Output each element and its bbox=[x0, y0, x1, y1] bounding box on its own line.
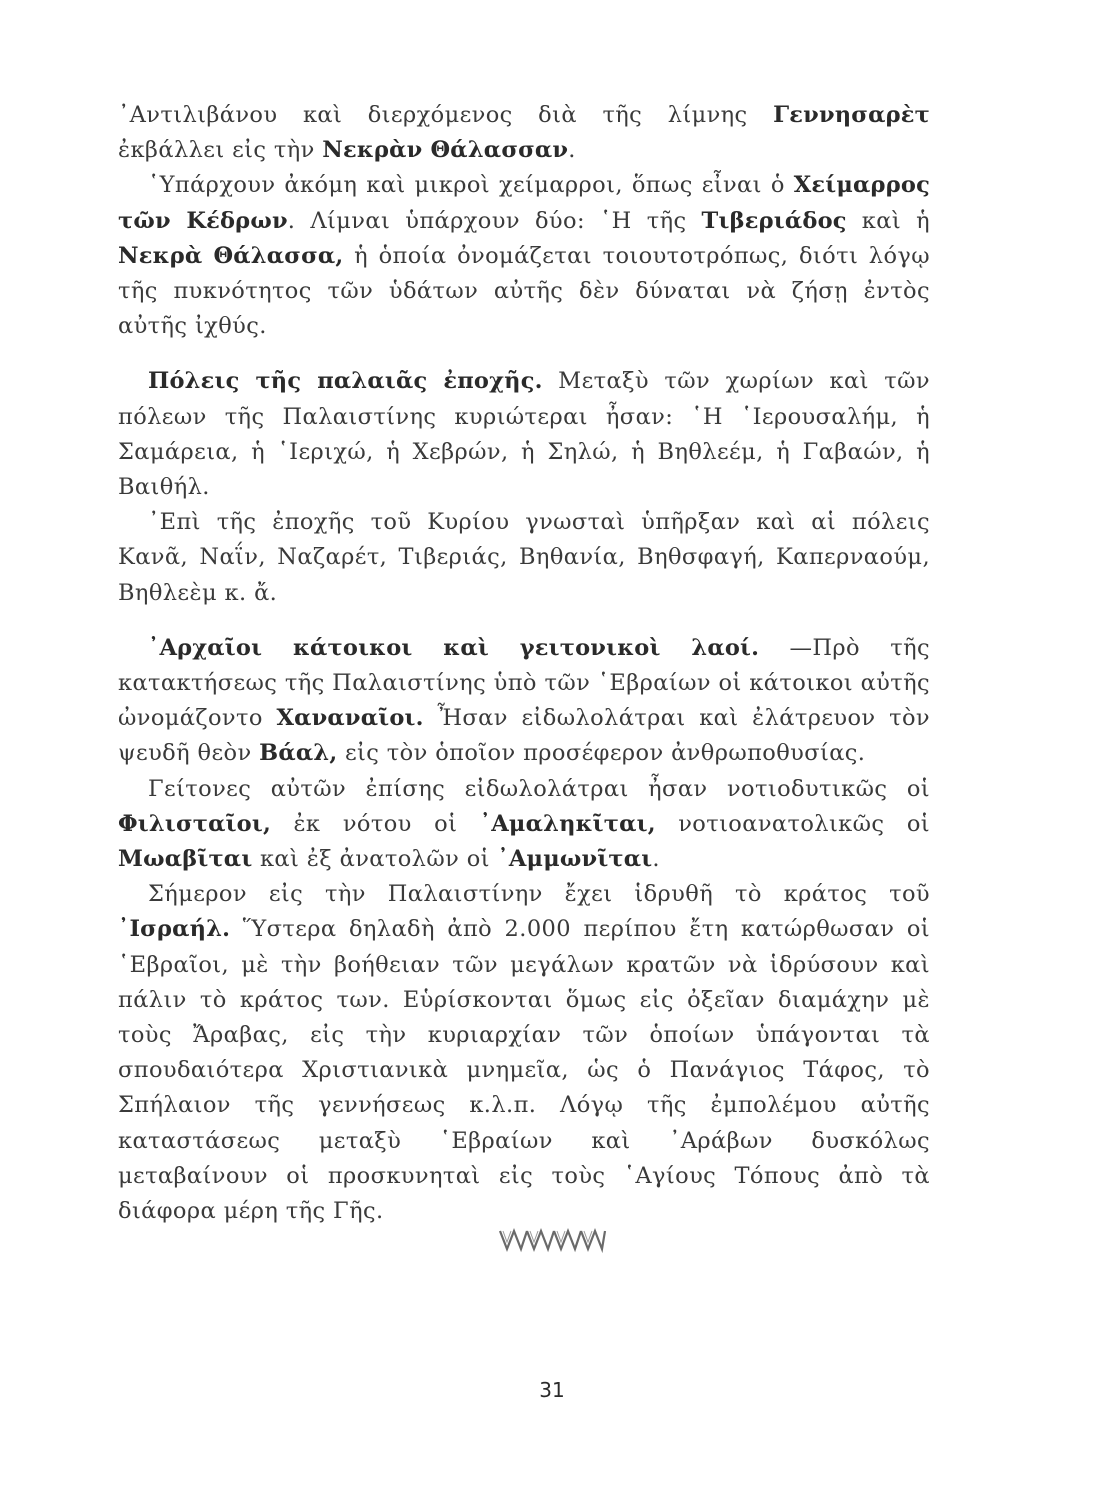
paragraph-1: ᾿Αντιλιβάνου καὶ διερχόμενος διὰ τῆς λίμνης Γεννησαρὲτ ἐκβάλλει εἰς τὴν Νεκρὰν Θάλασσαν. bbox=[118, 102, 930, 164]
paragraph-2: ῾Υπάρχουν ἀκόμη καὶ μικροὶ χείμαρροι, ὅπως εἶναι ὁ Χείμαρρος τῶν Κέδρων. Λίμναι ὑπάρχουν δύο: ῾Η τῆς Τιβεριάδος καὶ ἡ Νεκρὰ Θάλασσα, ἡ ὁποία ὀνομάζεται τοιουτοτρόπως, διότι λόγῳ τῆς πυκνότητος τῶν ὑδάτων αὐτῆς δὲν δύναται νὰ ζήσῃ ἐντὸς αὐτῆς ἰχθύς. bbox=[118, 172, 930, 340]
page-number: 31 bbox=[539, 1378, 565, 1402]
section-heading-cities: Πόλεις τῆς παλαιᾶς ἐποχῆς. bbox=[148, 368, 543, 395]
section-heading-peoples: ᾿Αρχαῖοι κάτοικοι καὶ γειτονικοὶ λαοί. bbox=[148, 634, 760, 661]
ornament-divider bbox=[0, 1222, 1104, 1262]
paragraph-6: Γείτονες αὐτῶν ἐπίσης εἰδωλολάτραι ἦσαν νοτιοδυτικῶς οἱ Φιλισταῖοι, ἐκ νότου οἱ ᾿Αμαληκῖται, νοτιοανατολικῶς οἱ Μωαβῖται καὶ ἐξ ἀνατολῶν οἱ ᾿Αμμωνῖται. bbox=[118, 775, 930, 873]
page-body bbox=[118, 98, 930, 1229]
paragraph-4: ᾿Επὶ τῆς ἐποχῆς τοῦ Κυρίου γνωσταὶ ὑπῆρξαν καὶ αἱ πόλεις Κανᾶ, Ναΐν, Ναζαρέτ, Τιβεριάς, Βηθανία, Βηθσφαγή, Καπερναούμ, Βηθλεὲμ κ. ἄ. bbox=[118, 509, 930, 606]
paragraph-cities: Πόλεις τῆς παλαιᾶς ἐποχῆς. Μεταξὺ τῶν χωρίων καὶ τῶν πόλεων τῆς Παλαιστίνης κυριώτεραι ἦσαν: ῾Η ῾Ιερουσαλήμ, ἡ Σαμάρεια, ἡ ῾Ιεριχώ, ἡ Χεβρών, ἡ Σηλώ, ἡ Βηθλεέμ, ἡ Γαβαών, ἡ Βαιθήλ. bbox=[118, 368, 930, 501]
decorative-ornament-icon bbox=[497, 1227, 607, 1253]
paragraph-ancient-peoples: ᾿Αρχαῖοι κάτοικοι καὶ γειτονικοὶ λαοί. —Πρὸ τῆς κατακτήσεως τῆς Παλαιστίνης ὑπὸ τῶν ῾Εβραίων οἱ κάτοικοι αὐτῆς ὠνομάζοντο Χαναναῖοι. Ἦσαν εἰδωλολάτραι καὶ ἐλάτρευον τὸν ψευδῆ θεὸν Βάαλ, εἰς τὸν ὁποῖον προσέφερον ἀνθρωποθυσίας. bbox=[118, 634, 930, 767]
paragraph-7: Σήμερον εἰς τὴν Παλαιστίνην ἔχει ἱδρυθῆ τὸ κράτος τοῦ ᾿Ισραήλ. Ὕστερα δηλαδὴ ἀπὸ 2.000 περίπου ἔτη κατώρθωσαν οἱ ῾Εβραῖοι, μὲ τὴν βοήθειαν τῶν μεγάλων κρατῶν νὰ ἱδρύσουν καὶ πάλιν τὸ κράτος των. Εὑρίσκονται ὅμως εἰς ὀξεῖαν διαμάχην μὲ τοὺς Ἄραβας, εἰς τὴν κυριαρχίαν τῶν ὁποίων ὑπάγονται τὰ σπουδαιότερα Χριστιανικὰ μνημεῖα, ὡς ὁ Πανάγιος Τάφος, τὸ Σπήλαιον τῆς γεννήσεως κ.λ.π. Λόγῳ τῆς ἐμπολέμου αὐτῆς καταστάσεως μεταξὺ ῾Εβραίων καὶ ᾿Αράβων δυσκόλως μεταβαίνουν οἱ προσκυνηταὶ εἰς τοὺς ῾Αγίους Τόπους ἀπὸ τὰ διάφορα μέρη τῆς Γῆς. bbox=[118, 881, 930, 1225]
